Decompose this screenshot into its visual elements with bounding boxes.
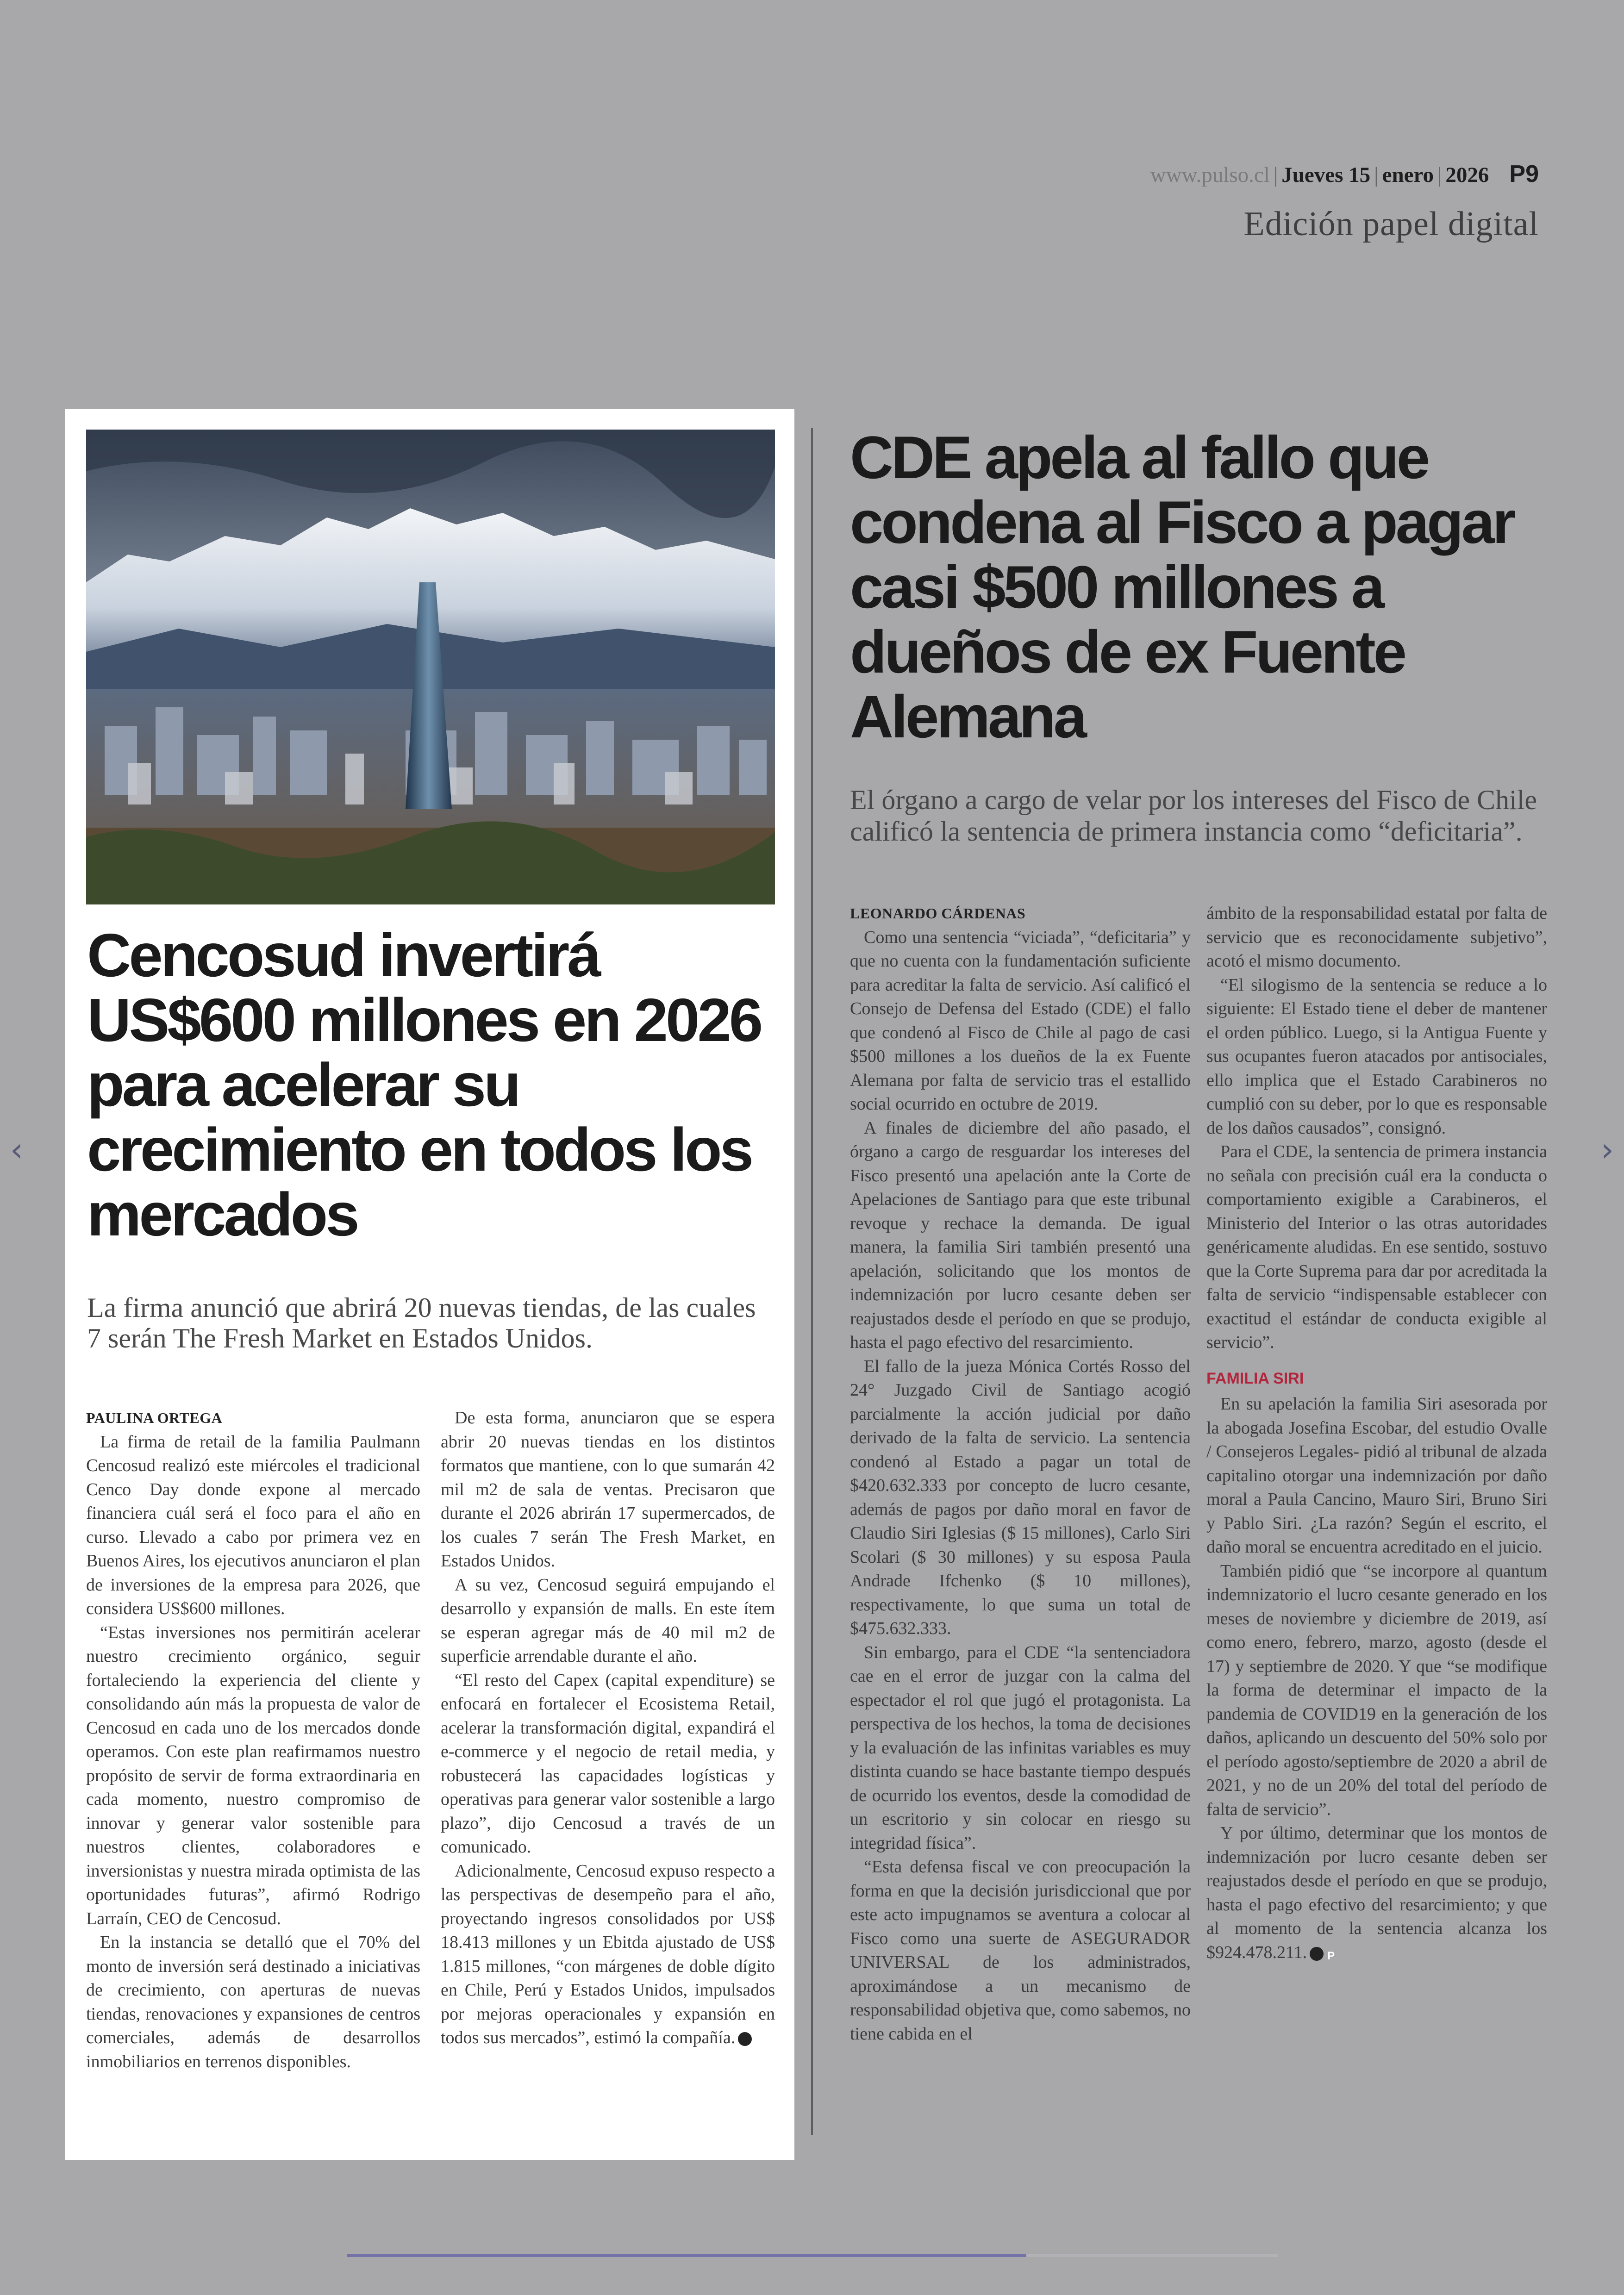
paragraph-last [441, 1859, 775, 2050]
reading-progress-fill [347, 2254, 1026, 2257]
article-photo [86, 430, 775, 904]
paragraph: “Estas inversiones nos permitirán acelerar nuestro crecimiento orgánico, seguir fortaleciendo la experiencia del cliente y consolidando aún más la propuesta de valor de Cencosud en cada uno de los mercados donde operamos. Con este plan reafirmamos nuestro propósito de servir de forma extraordinaria en cada momento, nuestro compromiso de innovar y generar valor sostenible para nuestros clientes, colaboradores e inversionistas y nuestra mirada optimista de las oportunidades futuras”, afirmó Rodrigo Larraín, CEO de Cencosud. [86, 1622, 420, 1928]
page-number: P9 [1509, 161, 1539, 187]
left-article-dek: La firma anunció que abrirá 20 nuevas tiendas, de las cuales 7 serán The Fresh Market en Estados Unidos. [87, 1292, 756, 1353]
left-article-headline: Cencosud invertirá US$600 millones en 2026 para acelerar su crecimiento en todos los mercados [87, 921, 761, 1248]
paragraph: También pidió que “se incorpore al quantum indemnizatorio el lucro cesante generado en los meses de noviembre y diciembre de 2019, así como enero, febrero, marzo, agosto (desde el 17) y septiembre de 2020. Y que “se modifique la forma de determinar el impacto de la pandemia de COVID19 en la generación de los daños, aplicando un descuento del 50% solo por el período agosto/septiembre de 2020 a abril de 2021, y no de un 20% del total del período de falta de servicio”. [1206, 1561, 1547, 1819]
left-article-card [65, 409, 794, 2160]
paragraph-text: Adicionalmente, Cencosud expuso respecto a las perspectivas de desempeño para el año, proyectando ingresos consolidados por US$ 18.413 millones y un Ebitda ajustado de US$ 1.815 millones, “con márgenes de doble dígito en Chile, Perú y Estados Unidos, impulsados por mejoras operacionales y expansión en todos sus mercados”, estimó la compañía. [441, 1861, 775, 2047]
paragraph: En la instancia se detalló que el 70% del monto de inversión será destinado a iniciativas de crecimiento, con aperturas de nuevas tiendas, renovaciones y expansiones de centros comerciales, además de desarrollos inmobiliarios en terrenos disponibles. [86, 1933, 420, 2071]
left-article-column-1 [86, 1406, 420, 2074]
paragraph-text: Y por último, determinar que los montos de indemnización por lucro cesante deben ser reajustados desde el período en que se produjo, hasta el pago efectivo del resarcimiento; y que al momento de la sentencia alcanza los $924.478.211. [1206, 1823, 1547, 1962]
paragraph: De esta forma, anunciaron que se espera abrir 20 nuevas tiendas en los distintos formatos que mantiene, con lo que sumarán 42 mil m2 de sala de ventas. Precisaron que durante el 2026 abrirán 17 supermercados, de los cuales 7 serán The Fresh Market, en Estados Unidos. [441, 1408, 775, 1571]
date-weekday: Jueves 15 [1281, 163, 1371, 187]
paragraph: Para el CDE, la sentencia de primera instancia no señala con precisión cuál era la conducta o comportamiento exigible a Carabineros, el Ministerio del Interior o las otras autoridades genéricamente aludidas. En ese sentido, sostuvo que la Corte Suprema para dar por acreditada la falta de servicio “indispensable establecer con exactitud el estándar de conducta exigible al servicio”. [1206, 1142, 1547, 1352]
paragraph: “El silogismo de la sentencia se reduce a lo siguiente: El Estado tiene el deber de mantener el orden público. Luego, si la Antigua Fuente y sus ocupantes fueron atacados por antisociales, ello implica que el Estado Carabineros no cumplió con su deber, por lo que es responsable de los daños causados”, consignó. [1206, 975, 1547, 1138]
paragraph: A finales de diciembre del año pasado, el órgano a cargo de resguardar los intereses del Fisco presentó una apelación ante la Corte de Apelaciones de Santiago para que este tribunal revoque y rechace la demanda. De igual manera, la familia Siri también presentó una apelación, solicitando que los montos de indemnización por lucro cesante deben ser reajustados desde el período en que se produjo, hasta el pago efectivo del resarcimiento. [850, 1118, 1191, 1352]
page-header-line: www.pulso.cl | Jueves 15 | enero | 2026 P9 [1150, 161, 1539, 187]
pulso-end-icon [738, 2032, 752, 2046]
paragraph: La firma de retail de la familia Paulmann Cencosud realizó este miércoles el tradicional Cenco Day donde expone al mercado financiera cuál será el foco para el año en curso. Llevado a cabo por primera vez en Buenos Aires, los ejecutivos anunciaron el plan de inversiones de la empresa para 2026, que considera US$600 millones. [86, 1432, 420, 1618]
left-article-byline: PAULINA ORTEGA [86, 1409, 223, 1426]
date-month: enero [1382, 163, 1434, 187]
right-article-byline: LEONARDO CÁRDENAS [850, 905, 1026, 922]
right-article-column-2 [1206, 902, 1547, 1964]
paragraph: “El resto del Capex (capital expenditure) se enfocará en fortalecer el Ecosistema Retail, acelerar la transformación digital, expandirá el e-commerce y el negocio de retail media, y robustecerá las capacidades logísticas y operativas para generar valor sostenible a largo plazo”, dijo Cencosud a través de un comunicado. [441, 1670, 775, 1857]
section-subhead: FAMILIA SIRI [1206, 1369, 1304, 1387]
column-divider [811, 428, 813, 2135]
reading-progress-track[interactable] [347, 2254, 1278, 2257]
paragraph: El fallo de la jueza Mónica Cortés Rosso del 24° Juzgado Civil de Santiago acogió parcialmente la acción judicial por daño derivado de la falta de servicio. La sentencia condenó al Estado a pagar un total de $420.632.333 por concepto de lucro cesante, además de pagos por daño moral en favor de Claudio Siri Iglesias ($ 15 millones), Carlo Siri Scolari ($ 30 millones) y su esposa Paula Andrade Ifchenko ($ 10 millones), respectivamente, lo que suma un total de $475.632.333. [850, 1356, 1191, 1638]
paragraph-last [1206, 1821, 1547, 1964]
pulso-end-icon [1310, 1947, 1324, 1961]
site-url: www.pulso.cl [1150, 163, 1270, 187]
paragraph: A su vez, Cencosud seguirá empujando el desarrollo y expansión de malls. En este ítem se esperan agregar más de 40 mil m2 de superficie arrendable durante el año. [441, 1575, 775, 1666]
paragraph: En su apelación la familia Siri asesorada por la abogada Josefina Escobar, del estudio Ovalle / Consejeros Legales- pidió al tribunal de alzada capitalino otorgar una indemnización por daño moral a Paula Cancino, Mauro Siri, Bruno Siri y Pablo Siri. ¿La razón? Según el escrito, el daño moral se encuentra acreditado en el juicio. [1206, 1394, 1547, 1557]
left-article-column-2 [441, 1406, 775, 2050]
paragraph: Como una sentencia “viciada”, “deficitaria” y que no cuenta con la fundamentación suficiente para acreditar la falta de servicio. Así calificó el Consejo de Defensa del Estado (CDE) el fallo que condenó al Fisco de Chile al pago de casi $500 millones a los dueños de la ex Fuente Alemana por falta de servicio tras el estallido social ocurrido en octubre de 2019. [850, 927, 1191, 1114]
right-article-dek: El órgano a cargo de velar por los intereses del Fisco de Chile calificó la sentencia de primera instancia como “deficitaria”. [850, 785, 1537, 847]
paragraph: Sin embargo, para el CDE “la sentenciadora cae en el error de juzgar con la calma del espectador el rol que jugó el protagonista. La perspectiva de los hechos, la toma de decisiones y la evaluación de las infinitas variables es muy distinta cuando se hace bastante tiempo después de ocurrido los eventos, desde la comodidad de un escritorio y sin colocar en riesgo su integridad física”. [850, 1642, 1191, 1853]
chevron-right-icon[interactable]: › [1601, 1131, 1614, 1169]
date-year: 2026 [1445, 163, 1489, 187]
right-article-headline: CDE apela al fallo que condena al Fisco a pagar casi $500 millones a dueños de ex Fuente Alemana [850, 424, 1514, 750]
edition-label: Edición papel digital [1243, 205, 1539, 243]
chevron-left-icon[interactable]: ‹ [10, 1131, 23, 1169]
paragraph: ámbito de la responsabilidad estatal por falta de servicio que es reconocidamente subjetivo”, acotó el mismo documento. [1206, 904, 1547, 971]
paragraph: “Esta defensa fiscal ve con preocupación la forma en que la decisión jurisdiccional que por este acto impugnamos se aventura a colocar al Fisco como una suerte de ASEGURADOR UNIVERSAL de los administrados, aproximándose a un mecanismo de responsabilidad objetiva que, como sabemos, no tiene cabida en el [850, 1857, 1191, 2044]
right-article-column-1 [850, 902, 1191, 2046]
